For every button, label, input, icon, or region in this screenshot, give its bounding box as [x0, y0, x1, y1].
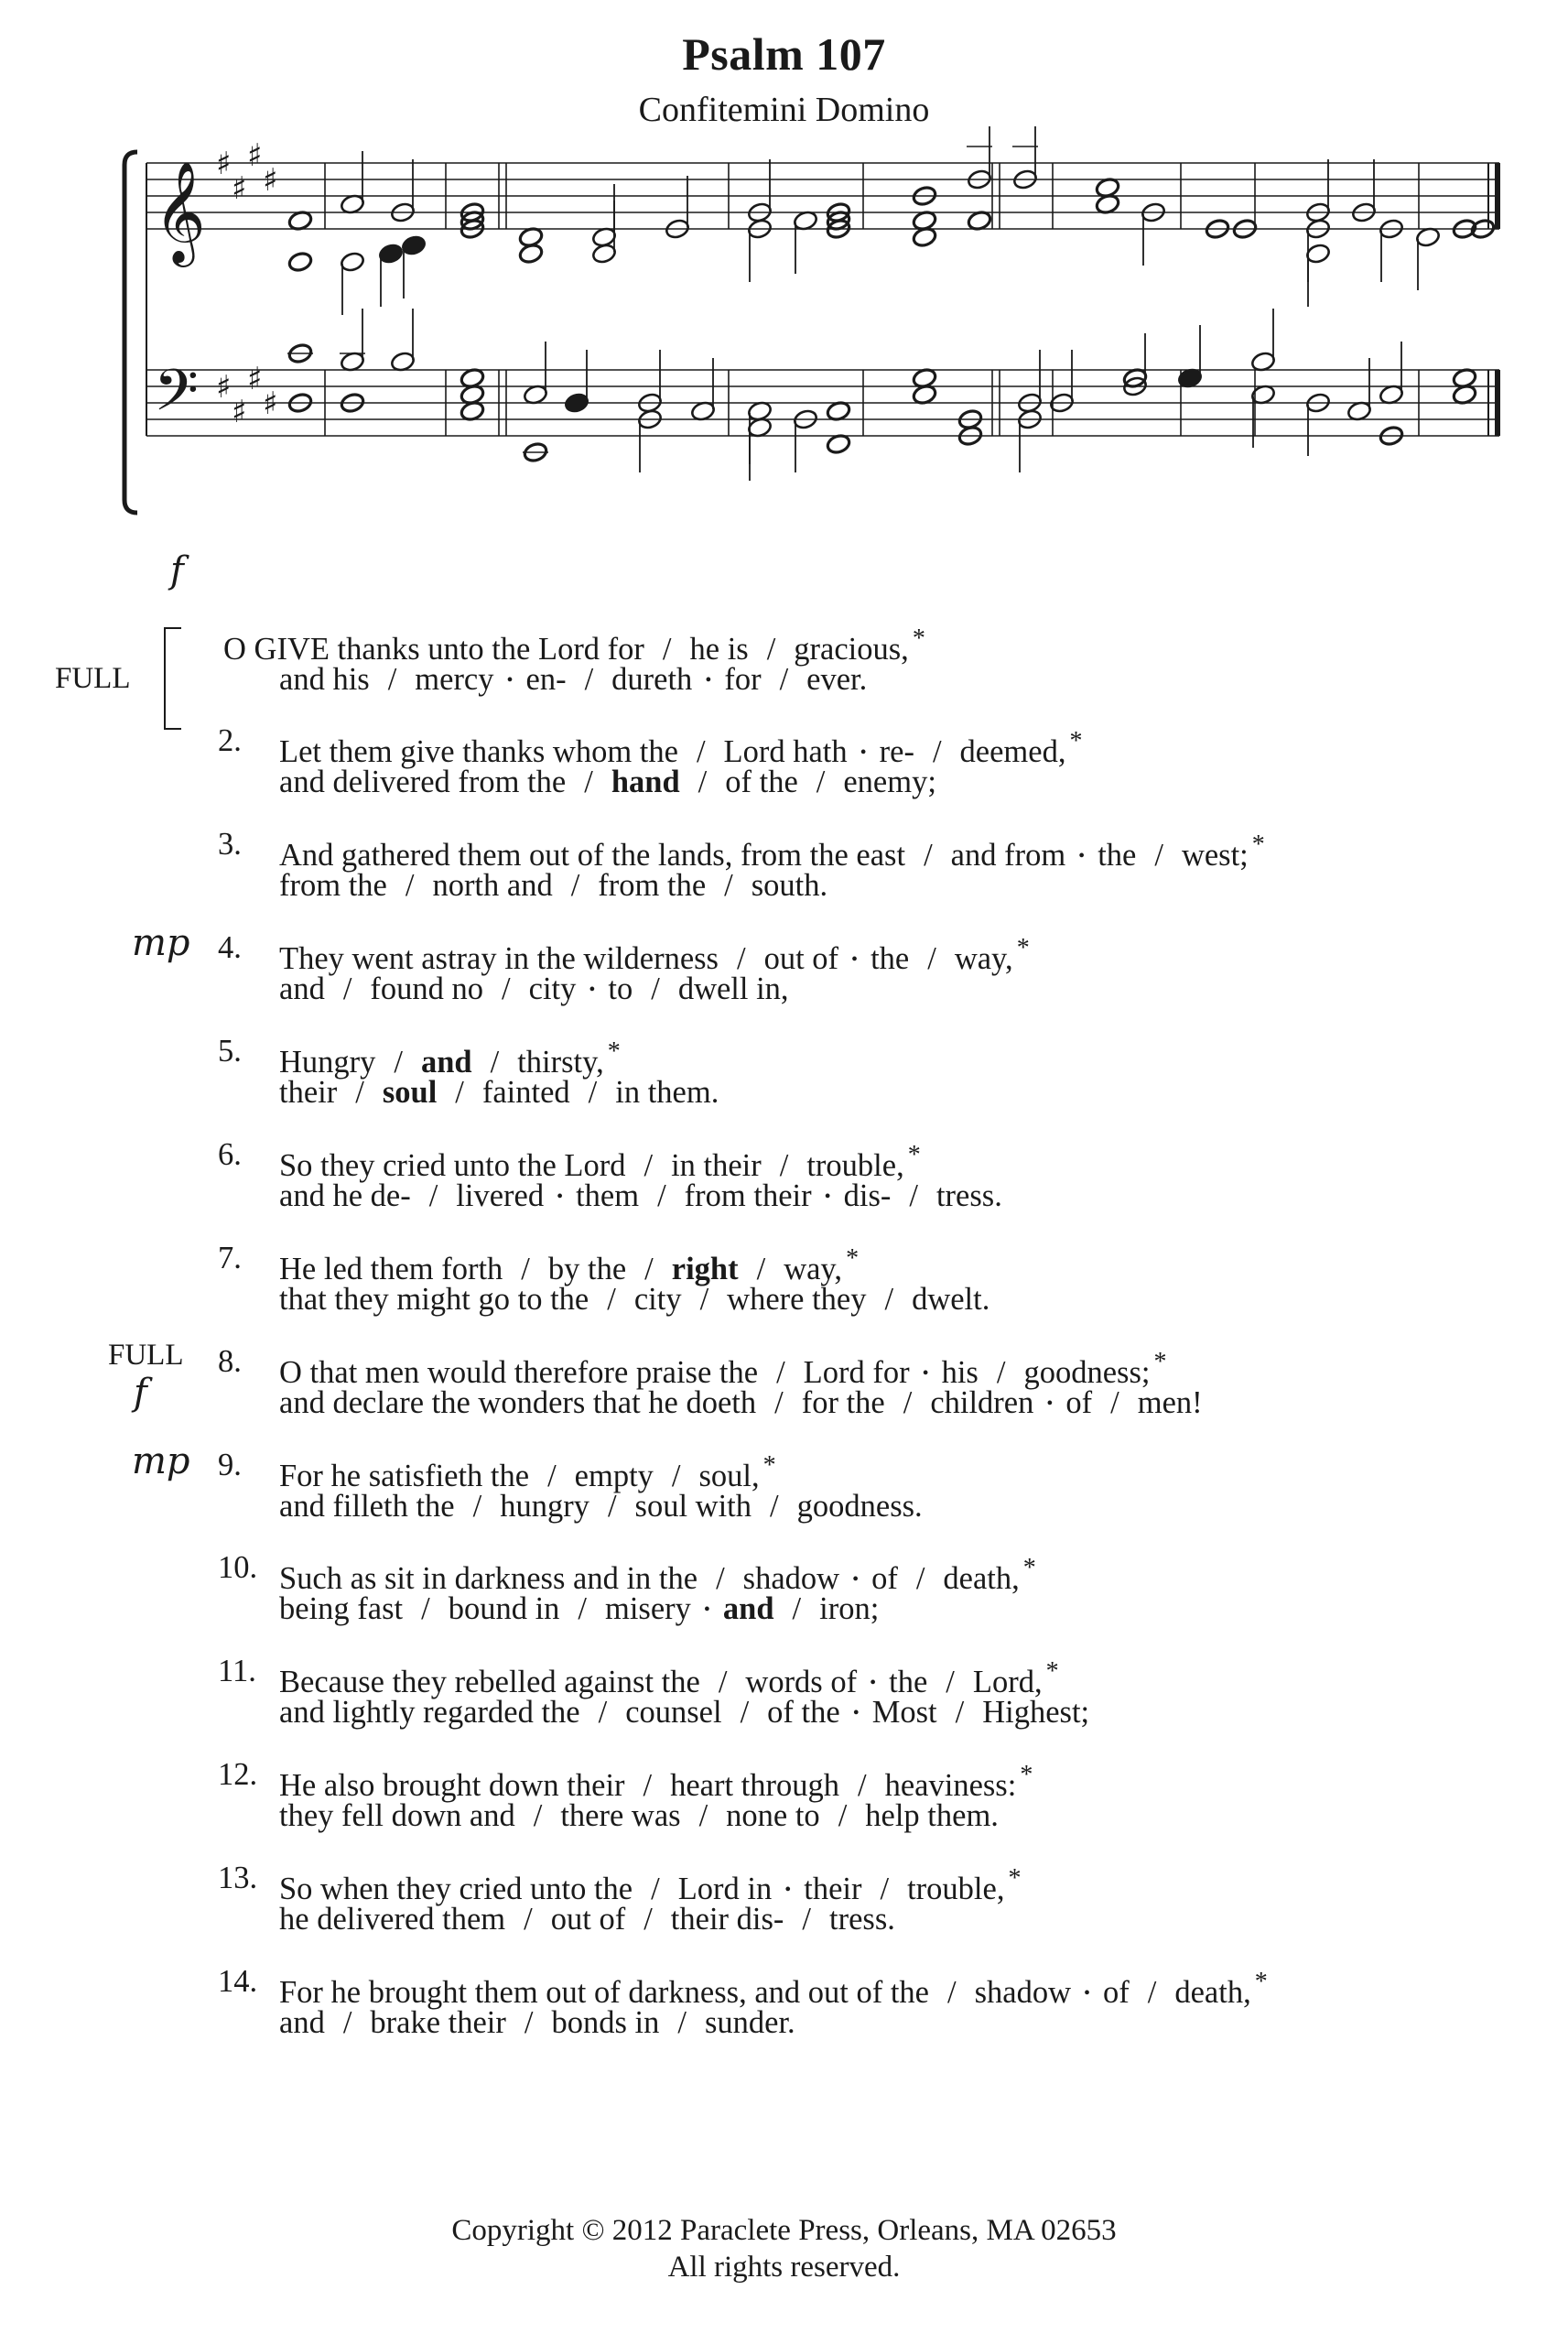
pointed-text: way,: [954, 941, 1013, 976]
pointed-text: goodness;: [1023, 1355, 1151, 1390]
pointed-text: and: [722, 1591, 774, 1626]
pointed-text: in their: [671, 1148, 762, 1183]
note-head: [340, 251, 365, 273]
dynamic-mezzo-piano-1: mp: [132, 922, 190, 964]
pointed-text: for the: [801, 1385, 885, 1420]
bar-separator: /: [915, 1561, 925, 1596]
verse-second-half: [279, 1486, 923, 1527]
pointed-text: his: [941, 1355, 979, 1390]
mediation-asterisk: *: [1045, 1657, 1059, 1686]
bar-separator: /: [947, 1975, 957, 2010]
verse-second-half: [279, 865, 827, 906]
pointed-text: iron;: [819, 1591, 880, 1626]
full-marking-2: FULL: [108, 1339, 184, 1372]
pointed-text: For he brought them out of darkness, and out of the: [279, 1975, 929, 2010]
bar-separator: /: [770, 1489, 779, 1524]
bar-separator: /: [716, 1561, 725, 1596]
bar-separator: /: [718, 1665, 728, 1699]
pointed-text: of the: [767, 1695, 840, 1730]
syllable-dot: •: [860, 743, 867, 763]
bar-separator: /: [1110, 1385, 1119, 1420]
bar-separator: /: [903, 1385, 913, 1420]
mediation-asterisk: *: [907, 1141, 921, 1169]
key-sharp: ♯: [232, 394, 247, 430]
pointed-text: and he de-: [279, 1178, 411, 1213]
bar-separator: /: [724, 868, 733, 903]
verse-number: 2.: [218, 723, 242, 758]
pointed-text: re-: [879, 734, 914, 769]
bar-separator: /: [524, 1902, 533, 1937]
pointed-text: out of: [763, 941, 839, 976]
verse-second-half: [279, 1796, 999, 1837]
pointed-text: Most: [871, 1695, 937, 1730]
pointed-text: soul,: [698, 1459, 760, 1493]
verse-second-half: [279, 762, 936, 803]
pointed-text: of: [1065, 1385, 1093, 1420]
bar-separator: /: [858, 1768, 867, 1803]
bar-separator: /: [756, 1252, 766, 1286]
pointed-text: Such as sit in darkness and in the: [279, 1561, 698, 1596]
note-head: [1305, 243, 1331, 265]
syllable-dot: •: [784, 1880, 792, 1900]
note-head: [378, 243, 404, 265]
pointed-text: and: [279, 971, 325, 1006]
pointed-text: brake their: [370, 2005, 506, 2040]
syllable-dot: •: [705, 670, 712, 690]
mediation-asterisk: *: [1251, 830, 1265, 859]
pointed-text: tress.: [935, 1178, 1002, 1213]
mediation-asterisk: *: [1016, 934, 1030, 962]
mediation-asterisk: *: [607, 1037, 621, 1066]
page-title: Psalm 107: [682, 28, 886, 80]
page-subtitle: Confitemini Domino: [638, 91, 930, 129]
verse-second-half: [279, 659, 867, 701]
pointed-text: empty: [574, 1459, 654, 1493]
key-sharp: ♯: [216, 146, 232, 182]
bar-separator: /: [607, 1489, 617, 1524]
pointed-text: misery: [605, 1591, 691, 1626]
verse-second-half: [279, 969, 789, 1011]
syllable-dot: •: [1084, 1983, 1091, 2003]
bar-separator: /: [838, 1798, 848, 1833]
bar-separator: /: [880, 1872, 890, 1906]
mediation-asterisk: *: [1008, 1864, 1022, 1893]
mediation-asterisk: *: [762, 1451, 776, 1480]
bar-separator: /: [547, 1459, 557, 1493]
dynamic-forte-1: f: [170, 549, 184, 591]
bar-separator: /: [698, 1798, 708, 1833]
bar-separator: /: [816, 765, 826, 799]
pointed-text: hungry: [500, 1489, 589, 1524]
note-head: [518, 243, 544, 265]
pointed-text: livered: [456, 1178, 545, 1213]
pointed-text: their: [279, 1075, 338, 1110]
syllable-dot: •: [1078, 846, 1086, 866]
pointed-text: heart through: [670, 1768, 840, 1803]
pointed-text: and filleth the: [279, 1489, 455, 1524]
bar-separator: /: [776, 1355, 785, 1390]
bar-separator: /: [607, 1282, 616, 1317]
pointed-text: So they cried unto the Lord: [279, 1148, 626, 1183]
pointed-text: city: [633, 1282, 682, 1317]
dynamic-forte-2: f: [134, 1372, 147, 1414]
verse-second-half: [279, 1589, 879, 1631]
pointed-text: For he satisfieth the: [279, 1459, 530, 1493]
pointed-text: from the: [279, 868, 387, 903]
pointed-text: to: [608, 971, 633, 1006]
bar-separator: /: [927, 941, 936, 976]
pointed-text: Because they rebelled against the: [279, 1665, 700, 1699]
pointed-text: by the: [547, 1252, 627, 1286]
bar-separator: /: [697, 765, 708, 799]
chant-score: [0, 0, 1568, 531]
bar-separator: /: [643, 1768, 653, 1803]
pointed-text: children: [930, 1385, 1034, 1420]
pointed-text: Hungry: [279, 1045, 376, 1080]
pointed-text: for: [724, 662, 762, 697]
bar-separator: /: [421, 1591, 430, 1626]
mediation-asterisk: *: [1022, 1554, 1036, 1582]
bar-separator: /: [524, 2005, 534, 2040]
pointed-text: there was: [560, 1798, 681, 1833]
bar-separator: /: [502, 971, 511, 1006]
pointed-text: soul: [382, 1075, 438, 1110]
pointed-text: way,: [784, 1252, 843, 1286]
bar-separator: /: [570, 868, 580, 903]
bar-separator: /: [779, 1148, 789, 1183]
pointed-text: dwell in,: [677, 971, 789, 1006]
pointed-text: They went astray in the wilderness: [279, 941, 719, 976]
note-head: [401, 234, 427, 256]
verse-second-half: [279, 2002, 795, 2044]
pointed-text: being fast: [279, 1591, 404, 1626]
pointed-text: out of: [550, 1902, 626, 1937]
system-brace: [124, 152, 137, 513]
bar-separator: /: [342, 971, 352, 1006]
bar-separator: /: [598, 1695, 608, 1730]
verse-second-half: [279, 1899, 895, 1940]
pointed-text: goodness.: [796, 1489, 923, 1524]
pointed-text: and declare the wonders that he doeth: [279, 1385, 757, 1420]
verse-number: 4.: [218, 930, 242, 965]
pointed-text: tress.: [829, 1902, 895, 1937]
verse-number: 6.: [218, 1137, 242, 1172]
bar-separator: /: [774, 1385, 784, 1420]
pointed-text: west;: [1181, 838, 1249, 873]
bar-separator: /: [737, 941, 746, 976]
bar-separator: /: [671, 1459, 681, 1493]
bar-separator: /: [644, 1252, 654, 1286]
key-sharp: ♯: [263, 162, 278, 199]
pointed-text: soul with: [634, 1489, 752, 1524]
note-head: [591, 243, 617, 265]
pointed-text: dureth: [611, 662, 693, 697]
pointed-text: found no: [370, 971, 484, 1006]
bass-clef-icon: 𝄢: [154, 356, 199, 438]
bar-separator: /: [387, 662, 397, 697]
syllable-dot: •: [589, 980, 596, 1000]
bar-separator: /: [740, 1695, 750, 1730]
pointed-text: heaviness:: [884, 1768, 1017, 1803]
pointed-text: dwelt.: [912, 1282, 990, 1317]
verse-second-half: [279, 1279, 989, 1320]
pointed-text: Lord in: [677, 1872, 773, 1906]
key-sharp: ♯: [247, 361, 263, 397]
pointed-text: hand: [611, 765, 680, 799]
bar-separator: /: [533, 1798, 543, 1833]
key-sharp: ♯: [232, 170, 247, 207]
pointed-text: death,: [943, 1561, 1020, 1596]
pointed-text: gracious,: [794, 632, 909, 667]
bar-separator: /: [792, 1591, 802, 1626]
mediation-asterisk: *: [1153, 1348, 1167, 1376]
bar-separator: /: [643, 1902, 653, 1937]
bar-separator: /: [472, 1489, 482, 1524]
verse-number: 9.: [218, 1448, 242, 1482]
pointed-text: trouble,: [907, 1872, 1005, 1906]
pointed-text: and: [279, 2005, 325, 2040]
bar-separator: /: [342, 2005, 352, 2040]
pointed-text: enemy;: [843, 765, 936, 799]
pointed-text: their: [804, 1872, 862, 1906]
pointed-text: bound in: [448, 1591, 560, 1626]
pointed-text: right: [671, 1252, 739, 1286]
bar-separator: /: [699, 1282, 709, 1317]
key-sharp: ♯: [216, 369, 232, 406]
pointed-text: of the: [725, 765, 798, 799]
bar-separator: /: [779, 662, 789, 697]
pointed-text: O that men would therefore praise the: [279, 1355, 759, 1390]
pointed-text: them: [576, 1178, 640, 1213]
pointed-text: none to: [726, 1798, 820, 1833]
verse-second-half: [279, 1072, 719, 1113]
mediation-asterisk: *: [846, 1244, 860, 1273]
mediation-asterisk: *: [912, 624, 925, 653]
bar-separator: /: [405, 868, 415, 903]
bar-separator: /: [394, 1045, 403, 1080]
pointed-text: of: [871, 1561, 898, 1596]
pointed-text: and: [421, 1045, 472, 1080]
pointed-text: shadow: [974, 1975, 1071, 2010]
note-head: [287, 251, 313, 273]
pointed-text: Lord,: [972, 1665, 1043, 1699]
pointed-text: counsel: [625, 1695, 722, 1730]
bar-separator: /: [643, 1148, 654, 1183]
pointed-text: where they: [727, 1282, 867, 1317]
pointed-text: mercy: [415, 662, 494, 697]
bar-separator: /: [455, 1075, 464, 1110]
pointed-text: and his: [279, 662, 370, 697]
syllable-dot: •: [1046, 1394, 1054, 1414]
bar-separator: /: [657, 1178, 666, 1213]
pointed-text: fainted: [481, 1075, 570, 1110]
bar-separator: /: [677, 2005, 687, 2040]
verse-number: 13.: [218, 1861, 258, 1895]
pointed-text: O GIVE thanks unto the Lord for: [223, 632, 644, 667]
pointed-text: sunder.: [704, 2005, 795, 2040]
syllable-dot: •: [824, 1187, 831, 1207]
pointed-text: and lightly regarded the: [279, 1695, 580, 1730]
syllable-dot: •: [557, 1187, 564, 1207]
verse-number: 7.: [218, 1241, 242, 1275]
pointed-text: deemed,: [959, 734, 1066, 769]
pointed-text: He led them forth: [279, 1252, 503, 1286]
bar-separator: /: [584, 662, 594, 697]
bar-separator: /: [428, 1178, 438, 1213]
bar-separator: /: [909, 1178, 918, 1213]
pointed-text: And gathered them out of the lands, from the east: [279, 838, 906, 873]
syllable-dot: •: [851, 950, 859, 970]
pointed-text: Lord hath: [723, 734, 848, 769]
verse-second-half: [279, 1692, 1089, 1734]
pointed-text: en-: [525, 662, 567, 697]
pointed-text: city: [528, 971, 577, 1006]
key-sharp: ♯: [263, 385, 278, 422]
bar-separator: /: [355, 1075, 364, 1110]
pointed-text: bonds in: [551, 2005, 660, 2040]
pointed-text: in them.: [615, 1075, 719, 1110]
bar-separator: /: [1154, 838, 1163, 873]
pointed-text: help them.: [865, 1798, 999, 1833]
mediation-asterisk: *: [1254, 1968, 1268, 1996]
bar-separator: /: [946, 1665, 955, 1699]
verse-number: 5.: [218, 1034, 242, 1069]
pointed-text: words of: [745, 1665, 858, 1699]
pointed-text: He also brought down their: [279, 1768, 625, 1803]
syllable-dot: •: [506, 670, 514, 690]
bar-separator: /: [490, 1045, 500, 1080]
pointed-text: they fell down and: [279, 1798, 515, 1833]
verse-number: 10.: [218, 1550, 258, 1585]
verse-number: 3.: [218, 827, 242, 862]
bar-separator: /: [802, 1902, 811, 1937]
bar-separator: /: [651, 971, 660, 1006]
verse-second-half: [279, 1383, 1203, 1425]
bar-separator: /: [696, 734, 706, 769]
bar-separator: /: [651, 1872, 660, 1906]
pointed-text: that they might go to the: [279, 1282, 589, 1317]
syllable-dot: •: [852, 1569, 860, 1590]
pointed-text: and delivered from the: [279, 765, 567, 799]
mediation-asterisk: *: [1069, 727, 1083, 755]
verse-number: 14.: [218, 1964, 258, 1999]
pointed-text: from the: [598, 868, 707, 903]
syllable-dot: •: [870, 1673, 877, 1693]
dynamic-mezzo-piano-2: mp: [132, 1440, 190, 1482]
bar-separator: /: [766, 632, 776, 667]
pointed-text: trouble,: [806, 1148, 904, 1183]
bar-separator: /: [578, 1591, 587, 1626]
bar-separator: /: [932, 734, 942, 769]
pointed-text: men!: [1137, 1385, 1203, 1420]
bar-separator: /: [584, 765, 593, 799]
pointed-text: south.: [751, 868, 828, 903]
bar-separator: /: [662, 632, 672, 667]
pointed-text: dis-: [843, 1178, 892, 1213]
pointed-text: death,: [1174, 1975, 1251, 2010]
syllable-dot: •: [922, 1363, 929, 1384]
pointed-text: shadow: [742, 1561, 840, 1596]
key-sharp: ♯: [247, 137, 263, 174]
pointed-text: the: [889, 1665, 928, 1699]
pointed-text: he is: [689, 632, 749, 667]
pointed-text: Highest;: [982, 1695, 1090, 1730]
syllable-dot: •: [852, 1703, 860, 1723]
bar-separator: /: [588, 1075, 598, 1110]
pointed-text: their dis-: [670, 1902, 784, 1937]
pointed-text: Lord for: [803, 1355, 910, 1390]
rights-line: All rights reserved.: [667, 2251, 901, 2284]
verse-number: 11.: [218, 1654, 256, 1688]
bar-separator: /: [996, 1355, 1006, 1390]
copyright-line: Copyright © 2012 Paraclete Press, Orleans, MA 02653: [451, 2214, 1117, 2247]
mediation-asterisk: *: [1020, 1761, 1033, 1789]
bar-separator: /: [521, 1252, 530, 1286]
pointed-text: and from: [950, 838, 1066, 873]
bar-separator: /: [884, 1282, 894, 1317]
pointed-text: of: [1103, 1975, 1130, 2010]
verse-second-half: [279, 1176, 1002, 1218]
pointed-text: the: [871, 941, 910, 976]
pointed-text: thirsty,: [517, 1045, 604, 1080]
pointed-text: So when they cried unto the: [279, 1872, 633, 1906]
pointed-text: north and: [432, 868, 553, 903]
pointed-text: Let them give thanks whom the: [279, 734, 678, 769]
note-head: [564, 392, 589, 414]
verse-number: 8.: [218, 1344, 242, 1379]
pointed-text: he delivered them: [279, 1902, 506, 1937]
syllable-dot: •: [703, 1600, 710, 1620]
full-bracket: [154, 624, 190, 734]
bar-separator: /: [955, 1695, 965, 1730]
bar-separator: /: [1147, 1975, 1157, 2010]
bar-separator: /: [924, 838, 933, 873]
pointed-text: from their: [684, 1178, 812, 1213]
full-marking-1: FULL: [55, 662, 131, 695]
pointed-text: the: [1098, 838, 1137, 873]
verse-number: 12.: [218, 1757, 258, 1792]
treble-clef-icon: 𝄞: [154, 160, 206, 263]
pointed-text: ever.: [806, 662, 868, 697]
